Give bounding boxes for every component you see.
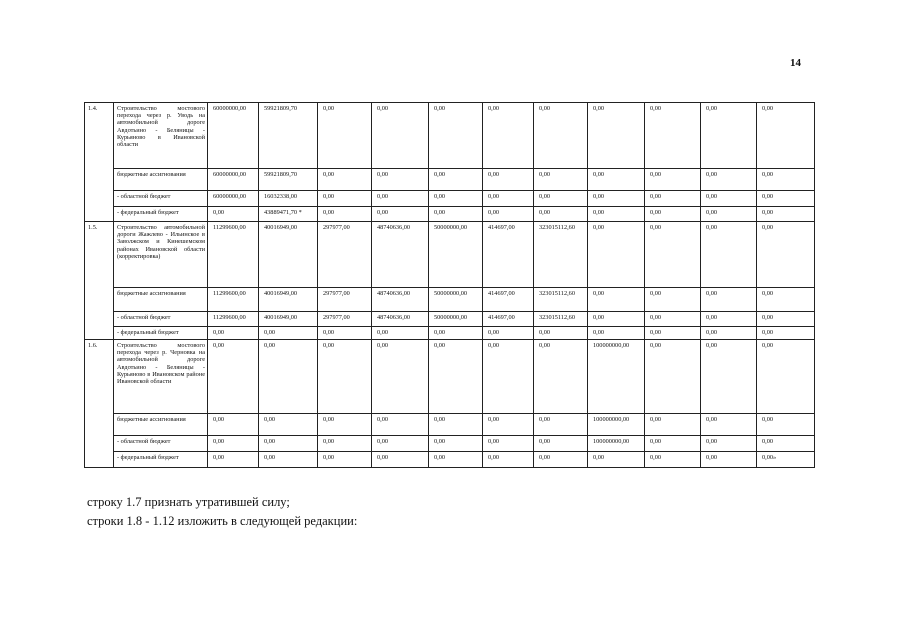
amount-cell bbox=[588, 327, 645, 340]
amount-cell bbox=[757, 103, 815, 169]
amount-value: 0,00 bbox=[762, 438, 774, 445]
amount-cell bbox=[701, 312, 757, 327]
amount-cell bbox=[208, 191, 259, 207]
amount-cell bbox=[534, 312, 588, 327]
amount-cell bbox=[701, 222, 757, 288]
amount-cell bbox=[645, 414, 701, 436]
amount-value: 40016949,00 bbox=[264, 224, 298, 231]
amount-cell bbox=[259, 103, 318, 169]
amount-value: 0,00 bbox=[434, 193, 446, 200]
amount-cell bbox=[372, 191, 429, 207]
amount-cell bbox=[372, 207, 429, 222]
amount-cell bbox=[208, 103, 259, 169]
amount-cell bbox=[588, 207, 645, 222]
amount-value: 0,00 bbox=[650, 342, 662, 349]
row-number: 1.4. bbox=[85, 103, 114, 222]
amount-cell bbox=[588, 288, 645, 312]
amount-cell bbox=[483, 207, 534, 222]
amount-value: 414697,00 bbox=[488, 290, 515, 297]
amount-cell bbox=[701, 169, 757, 191]
amount-value: 0,00 bbox=[377, 209, 389, 216]
amount-value: 0,00 bbox=[539, 454, 551, 461]
amount-cell bbox=[645, 288, 701, 312]
amount-value: 0,00 bbox=[323, 416, 335, 423]
amount-value: 0,00 bbox=[377, 454, 389, 461]
amount-cell bbox=[588, 340, 645, 414]
amount-cell bbox=[208, 414, 259, 436]
amount-value: 414697,00 bbox=[488, 314, 515, 321]
amount-value: 60000000,00 bbox=[213, 105, 247, 112]
amount-value: 40016949,00 bbox=[264, 290, 298, 297]
amount-cell bbox=[259, 452, 318, 468]
amount-value: 0,00 bbox=[706, 314, 718, 321]
amount-value: 0,00 bbox=[650, 193, 662, 200]
amount-value: 0,00 bbox=[593, 209, 605, 216]
amount-cell bbox=[208, 312, 259, 327]
amount-cell bbox=[534, 191, 588, 207]
amount-value: 0,00 bbox=[706, 193, 718, 200]
amount-cell bbox=[318, 169, 372, 191]
amount-value: 323015112,60 bbox=[539, 224, 575, 231]
amount-cell bbox=[429, 169, 483, 191]
amount-value: 50000000,00 bbox=[434, 224, 468, 231]
amount-cell bbox=[318, 327, 372, 340]
amount-cell bbox=[208, 327, 259, 340]
amount-value: 0,00 bbox=[434, 329, 446, 336]
amount-cell bbox=[483, 103, 534, 169]
amount-cell bbox=[588, 103, 645, 169]
amount-value: 0,00 bbox=[593, 329, 605, 336]
table-body bbox=[85, 103, 815, 468]
amount-cell bbox=[429, 340, 483, 414]
amount-value: 0,00 bbox=[762, 105, 774, 112]
budget-line-label: - областной бюджет bbox=[114, 436, 208, 452]
amount-value: 0,00 bbox=[650, 454, 662, 461]
amount-cell bbox=[372, 312, 429, 327]
amount-cell bbox=[701, 103, 757, 169]
amount-value: 0,00 bbox=[593, 224, 605, 231]
amount-value: 0,00 bbox=[650, 314, 662, 321]
amount-cell bbox=[645, 103, 701, 169]
amount-value: 0,00 bbox=[377, 416, 389, 423]
amount-value: 0,00 bbox=[650, 209, 662, 216]
amount-value: 0,00 bbox=[377, 438, 389, 445]
amount-cell bbox=[372, 169, 429, 191]
amount-cell bbox=[483, 169, 534, 191]
table-row bbox=[85, 103, 815, 169]
table-row bbox=[85, 436, 815, 452]
amount-value: 100000000,00 bbox=[593, 438, 630, 445]
amount-cell bbox=[588, 452, 645, 468]
table-row bbox=[85, 340, 815, 414]
amount-value: 11299600,00 bbox=[213, 224, 246, 231]
amount-value: 0,00 bbox=[539, 329, 551, 336]
amount-value: 297977,00 bbox=[323, 314, 350, 321]
amount-value: 0,00 bbox=[539, 342, 551, 349]
table-row bbox=[85, 327, 815, 340]
amount-cell bbox=[429, 103, 483, 169]
amount-value: 0,00 bbox=[593, 171, 605, 178]
table-row bbox=[85, 222, 815, 288]
amount-cell bbox=[645, 207, 701, 222]
amount-value: 0,00 bbox=[706, 329, 718, 336]
amount-value: 0,00 bbox=[434, 209, 446, 216]
amount-value: 0,00 bbox=[593, 105, 605, 112]
amount-cell bbox=[588, 222, 645, 288]
amount-cell bbox=[588, 414, 645, 436]
item-description: Строительство автомобильной дороги Жажлево - Ильинское в Заволжском и Кинешемском районах Ивановской области (корректировка) bbox=[114, 222, 208, 288]
amount-value: 0,00 bbox=[706, 171, 718, 178]
page-number: 14 bbox=[790, 57, 801, 69]
amount-cell bbox=[757, 191, 815, 207]
amount-value: 0,00 bbox=[488, 329, 500, 336]
amount-cell bbox=[372, 436, 429, 452]
amount-cell bbox=[372, 414, 429, 436]
amount-cell bbox=[645, 222, 701, 288]
amount-cell bbox=[208, 288, 259, 312]
amount-cell bbox=[757, 169, 815, 191]
budget-line-label: - федеральный бюджет bbox=[114, 207, 208, 222]
amount-cell bbox=[534, 452, 588, 468]
budget-line-label: - областной бюджет bbox=[114, 191, 208, 207]
amount-cell bbox=[588, 191, 645, 207]
amount-value: 43889471,70 * bbox=[264, 209, 302, 216]
amount-cell bbox=[259, 191, 318, 207]
amount-value: 0,00 bbox=[762, 290, 774, 297]
amount-value: 48740636,00 bbox=[377, 224, 411, 231]
amount-value: 0,00 bbox=[323, 329, 335, 336]
amount-value: 0,00 bbox=[488, 454, 500, 461]
amount-cell bbox=[645, 436, 701, 452]
amount-value: 0,00 bbox=[488, 342, 500, 349]
amount-cell bbox=[483, 340, 534, 414]
amount-value: 0,00 bbox=[264, 438, 276, 445]
amount-value: 0,00 bbox=[706, 209, 718, 216]
amount-value: 0,00 bbox=[323, 105, 335, 112]
amount-cell bbox=[534, 169, 588, 191]
budget-table bbox=[84, 102, 815, 468]
amount-cell bbox=[483, 312, 534, 327]
amount-value: 0,00 bbox=[323, 193, 335, 200]
amount-cell bbox=[259, 169, 318, 191]
amount-value: 0,00 bbox=[539, 438, 551, 445]
amount-cell bbox=[429, 191, 483, 207]
table-row bbox=[85, 312, 815, 327]
amount-value: 0,00 bbox=[539, 105, 551, 112]
amount-value: 0,00 bbox=[323, 342, 335, 349]
amount-cell bbox=[483, 327, 534, 340]
amount-cell bbox=[757, 414, 815, 436]
amount-value: 0,00 bbox=[650, 171, 662, 178]
amount-value: 0,00 bbox=[377, 171, 389, 178]
amount-cell bbox=[757, 436, 815, 452]
amount-cell bbox=[701, 340, 757, 414]
amount-value: 0,00 bbox=[650, 224, 662, 231]
amount-value: 0,00 bbox=[323, 438, 335, 445]
amount-cell bbox=[645, 452, 701, 468]
amount-cell bbox=[429, 207, 483, 222]
amount-value: 297977,00 bbox=[323, 290, 350, 297]
amount-cell bbox=[372, 340, 429, 414]
amount-cell bbox=[429, 327, 483, 340]
budget-line-label: - федеральный бюджет bbox=[114, 327, 208, 340]
amount-value: 0,00 bbox=[488, 209, 500, 216]
amount-cell bbox=[588, 312, 645, 327]
amount-cell bbox=[372, 103, 429, 169]
amount-cell bbox=[757, 222, 815, 288]
amount-cell bbox=[318, 452, 372, 468]
amount-value: 323015112,60 bbox=[539, 290, 575, 297]
amount-cell bbox=[208, 207, 259, 222]
amount-cell bbox=[757, 340, 815, 414]
amount-value: 414697,00 bbox=[488, 224, 515, 231]
amount-cell bbox=[318, 340, 372, 414]
amount-value: 60000000,00 bbox=[213, 171, 247, 178]
amount-value: 0,00 bbox=[434, 342, 446, 349]
amount-cell bbox=[701, 452, 757, 468]
note-line-1: строку 1.7 признать утратившей силу; bbox=[87, 495, 290, 509]
table-row bbox=[85, 288, 815, 312]
amount-value: 0,00 bbox=[264, 416, 276, 423]
amount-value: 0,00 bbox=[762, 329, 774, 336]
amount-value: 48740636,00 bbox=[377, 290, 411, 297]
amount-cell bbox=[757, 288, 815, 312]
amount-value: 0,00 bbox=[213, 329, 225, 336]
amount-value: 0,00 bbox=[706, 438, 718, 445]
amount-value: 0,00 bbox=[377, 105, 389, 112]
amount-cell bbox=[318, 414, 372, 436]
amount-cell bbox=[757, 452, 815, 468]
amount-cell bbox=[534, 414, 588, 436]
amount-value: 0,00 bbox=[706, 105, 718, 112]
amount-cell bbox=[429, 312, 483, 327]
amount-cell bbox=[534, 327, 588, 340]
amount-value: 0,00 bbox=[323, 454, 335, 461]
amount-cell bbox=[645, 340, 701, 414]
amount-value: 0,00 bbox=[323, 209, 335, 216]
amount-cell bbox=[372, 288, 429, 312]
amount-value: 0,00 bbox=[264, 454, 276, 461]
budget-line-label: бюджетные ассигнования bbox=[114, 169, 208, 191]
item-description: Строительство мостового перехода через р. Уводь на автомобильной дороге Авдотьино - Беляницы - Курьяново в Ивановской области bbox=[114, 103, 208, 169]
amount-cell bbox=[483, 452, 534, 468]
amount-cell bbox=[318, 222, 372, 288]
amount-value: 0,00 bbox=[264, 329, 276, 336]
amount-cell bbox=[701, 191, 757, 207]
amount-cell bbox=[534, 436, 588, 452]
amount-value: 0,00 bbox=[762, 193, 774, 200]
amount-cell bbox=[588, 436, 645, 452]
amount-value: 0,00 bbox=[434, 438, 446, 445]
amount-cell bbox=[534, 103, 588, 169]
amount-value: 0,00 bbox=[213, 342, 225, 349]
amount-value: 0,00 bbox=[593, 290, 605, 297]
amount-cell bbox=[588, 169, 645, 191]
amount-cell bbox=[483, 288, 534, 312]
amount-cell bbox=[372, 327, 429, 340]
amount-cell bbox=[259, 288, 318, 312]
amount-cell bbox=[318, 207, 372, 222]
amount-value: 60000000,00 bbox=[213, 193, 247, 200]
amount-value: 0,00 bbox=[434, 171, 446, 178]
amount-value: 0,00 bbox=[539, 209, 551, 216]
amount-value: 0,00 bbox=[650, 438, 662, 445]
amount-value: 0,00 bbox=[762, 224, 774, 231]
budget-line-label: - областной бюджет bbox=[114, 312, 208, 327]
amount-cell bbox=[372, 452, 429, 468]
amount-cell bbox=[534, 288, 588, 312]
amount-cell bbox=[534, 222, 588, 288]
amount-value: 0,00 bbox=[213, 416, 225, 423]
amount-value: 0,00 bbox=[434, 416, 446, 423]
amount-value: 50000000,00 bbox=[434, 290, 468, 297]
amount-cell bbox=[259, 327, 318, 340]
amount-value: 0,00 bbox=[377, 329, 389, 336]
amount-cell bbox=[208, 169, 259, 191]
table-row bbox=[85, 452, 815, 468]
budget-line-label: - федеральный бюджет bbox=[114, 452, 208, 468]
amount-cell bbox=[701, 414, 757, 436]
amount-value: 100000000,00 bbox=[593, 342, 630, 349]
budget-line-label: бюджетные ассигнования bbox=[114, 288, 208, 312]
amount-cell bbox=[429, 288, 483, 312]
amount-value: 11299600,00 bbox=[213, 314, 246, 321]
amount-value: 0,00 bbox=[539, 193, 551, 200]
table-row bbox=[85, 169, 815, 191]
amount-value: 0,00 bbox=[213, 454, 225, 461]
amount-cell bbox=[483, 191, 534, 207]
amount-value: 0,00» bbox=[762, 454, 777, 461]
amount-value: 0,00 bbox=[706, 224, 718, 231]
amount-value: 0,00 bbox=[706, 290, 718, 297]
amount-value: 0,00 bbox=[213, 209, 225, 216]
amount-value: 59921809,70 bbox=[264, 171, 298, 178]
amount-cell bbox=[259, 340, 318, 414]
table-row bbox=[85, 207, 815, 222]
amount-cell bbox=[534, 340, 588, 414]
amount-cell bbox=[259, 222, 318, 288]
budget-line-label: бюджетные ассигнования bbox=[114, 414, 208, 436]
amount-value: 0,00 bbox=[539, 416, 551, 423]
note-line-2: строки 1.8 - 1.12 изложить в следующей редакции: bbox=[87, 514, 358, 528]
amount-cell bbox=[429, 414, 483, 436]
amount-value: 0,00 bbox=[434, 454, 446, 461]
amount-cell bbox=[757, 207, 815, 222]
amount-cell bbox=[259, 312, 318, 327]
amount-value: 0,00 bbox=[706, 416, 718, 423]
amount-value: 0,00 bbox=[762, 416, 774, 423]
amount-cell bbox=[429, 452, 483, 468]
amount-cell bbox=[483, 436, 534, 452]
amount-cell bbox=[208, 452, 259, 468]
amount-value: 50000000,00 bbox=[434, 314, 468, 321]
row-number: 1.6. bbox=[85, 340, 114, 468]
amount-value: 0,00 bbox=[706, 342, 718, 349]
amount-cell bbox=[318, 436, 372, 452]
amount-value: 0,00 bbox=[488, 105, 500, 112]
amount-cell bbox=[429, 436, 483, 452]
amount-value: 0,00 bbox=[377, 342, 389, 349]
amount-value: 0,00 bbox=[377, 193, 389, 200]
amount-value: 0,00 bbox=[762, 342, 774, 349]
row-number: 1.5. bbox=[85, 222, 114, 340]
amount-cell bbox=[645, 327, 701, 340]
amount-value: 0,00 bbox=[488, 438, 500, 445]
amount-cell bbox=[318, 103, 372, 169]
table-row bbox=[85, 414, 815, 436]
amount-cell bbox=[259, 207, 318, 222]
amount-cell bbox=[534, 207, 588, 222]
amount-cell bbox=[208, 222, 259, 288]
amount-value: 0,00 bbox=[762, 314, 774, 321]
amount-cell bbox=[483, 414, 534, 436]
amount-value: 0,00 bbox=[539, 171, 551, 178]
amount-value: 0,00 bbox=[650, 416, 662, 423]
amount-value: 0,00 bbox=[488, 416, 500, 423]
amount-cell bbox=[645, 169, 701, 191]
amount-value: 0,00 bbox=[762, 171, 774, 178]
amount-value: 297977,00 bbox=[323, 224, 350, 231]
amount-value: 0,00 bbox=[488, 193, 500, 200]
amount-value: 323015112,60 bbox=[539, 314, 575, 321]
amount-cell bbox=[259, 414, 318, 436]
table-row bbox=[85, 191, 815, 207]
amount-cell bbox=[208, 436, 259, 452]
amount-cell bbox=[701, 327, 757, 340]
amount-value: 0,00 bbox=[323, 171, 335, 178]
amount-cell bbox=[318, 191, 372, 207]
amount-value: 0,00 bbox=[762, 209, 774, 216]
amount-cell bbox=[208, 340, 259, 414]
amount-cell bbox=[483, 222, 534, 288]
amount-value: 40016949,00 bbox=[264, 314, 298, 321]
amount-cell bbox=[757, 327, 815, 340]
amount-cell bbox=[372, 222, 429, 288]
amount-value: 0,00 bbox=[650, 290, 662, 297]
amount-value: 0,00 bbox=[213, 438, 225, 445]
amount-value: 0,00 bbox=[593, 193, 605, 200]
amount-value: 0,00 bbox=[650, 329, 662, 336]
amount-cell bbox=[701, 207, 757, 222]
item-description: Строительство мостового перехода через р. Черновка на автомобильной дороге Авдотьино - Беляницы - Курьяново в Ивановском районе Ивановской области bbox=[114, 340, 208, 414]
amount-value: 100000000,00 bbox=[593, 416, 630, 423]
amount-value: 0,00 bbox=[264, 342, 276, 349]
amount-value: 0,00 bbox=[593, 314, 605, 321]
amount-value: 11299600,00 bbox=[213, 290, 246, 297]
amount-cell bbox=[701, 288, 757, 312]
amount-value: 48740636,00 bbox=[377, 314, 411, 321]
amount-cell bbox=[757, 312, 815, 327]
amount-cell bbox=[645, 191, 701, 207]
amount-cell bbox=[318, 312, 372, 327]
amount-cell bbox=[429, 222, 483, 288]
amount-value: 0,00 bbox=[650, 105, 662, 112]
amount-cell bbox=[259, 436, 318, 452]
amount-cell bbox=[645, 312, 701, 327]
amount-value: 16032338,00 bbox=[264, 193, 298, 200]
amount-value: 0,00 bbox=[593, 454, 605, 461]
amount-value: 0,00 bbox=[706, 454, 718, 461]
amount-value: 0,00 bbox=[488, 171, 500, 178]
amount-cell bbox=[701, 436, 757, 452]
amount-cell bbox=[318, 288, 372, 312]
amount-value: 59921809,70 bbox=[264, 105, 298, 112]
amount-value: 0,00 bbox=[434, 105, 446, 112]
